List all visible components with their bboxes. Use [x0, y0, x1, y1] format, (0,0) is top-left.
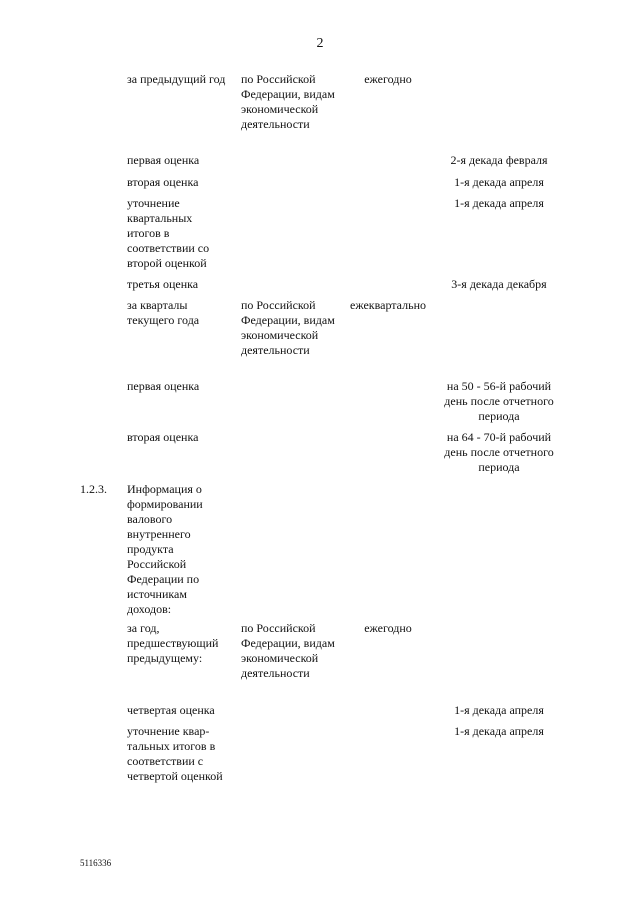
deadline-cell: 1-я декада апреля	[454, 724, 544, 738]
level-cell: по Российской Федерации, видам экономической деятельности	[241, 621, 335, 680]
deadline-cell: на 64 - 70-й рабочий день после отчетного периода	[444, 430, 554, 474]
indicator-cell: уточнение квартальных итогов в соответствии со второй оценкой	[127, 196, 210, 270]
indicator-cell: уточнение квар-тальных итогов в соответствии с четвертой оценкой	[127, 724, 223, 783]
level-cell: по Российской Федерации, видам экономической деятельности	[241, 72, 335, 131]
frequency-cell: ежеквартально	[350, 298, 426, 312]
indicator-cell: вторая оценка	[127, 175, 199, 189]
deadline-cell: 1-я декада апреля	[454, 196, 544, 210]
item-number: 1.2.3.	[80, 482, 107, 496]
indicator-cell: четвертая оценка	[127, 703, 215, 717]
deadline-cell: 2-я декада февраля	[450, 153, 548, 167]
page-number: 2	[316, 36, 324, 51]
indicator-cell: третья оценка	[127, 277, 199, 291]
indicator-cell: за предыдущий год	[127, 72, 226, 86]
deadline-cell: 1-я декада апреля	[454, 175, 544, 189]
level-cell: по Российской Федерации, видам экономической деятельности	[241, 298, 335, 357]
indicator-cell: первая оценка	[127, 379, 200, 393]
deadline-cell: 3-я декада декабря	[451, 277, 547, 291]
indicator-cell: за год, предшествующий предыдущему:	[127, 621, 219, 665]
frequency-cell: ежегодно	[364, 621, 412, 635]
deadline-cell: 1-я декада апреля	[454, 703, 544, 717]
indicator-cell: первая оценка	[127, 153, 200, 167]
deadline-cell: на 50 - 56-й рабочий день после отчетного периода	[444, 379, 554, 423]
frequency-cell: ежегодно	[364, 72, 412, 86]
indicator-cell: Информация о формировании валового внутреннего продукта Российской Федерации по источникам доходов:	[127, 482, 203, 616]
indicator-cell: вторая оценка	[127, 430, 199, 444]
indicator-cell: за кварталы текущего года	[127, 298, 200, 327]
document-code: 5116336	[80, 858, 112, 868]
